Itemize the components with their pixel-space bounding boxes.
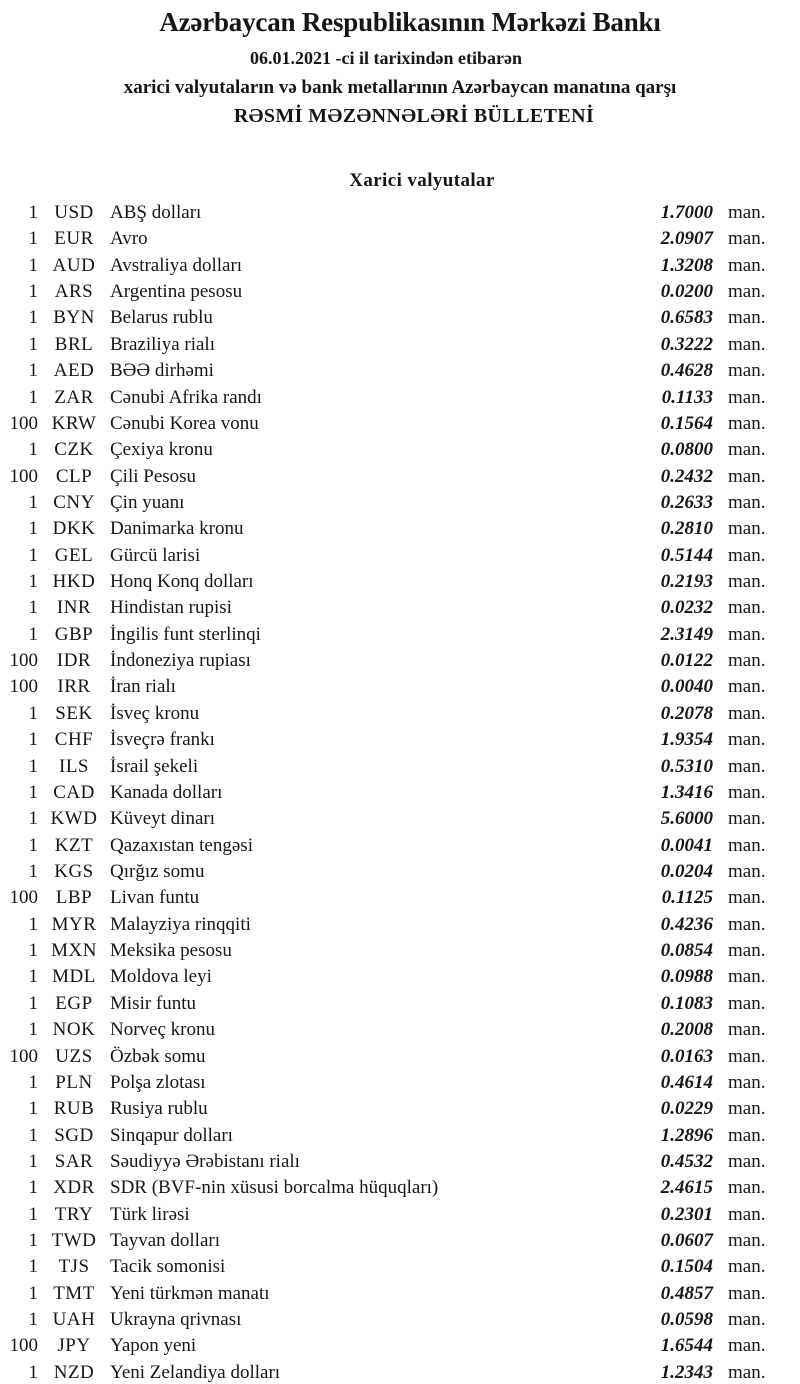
rate-value-cell: 0.0800	[660, 439, 713, 461]
unit-label-cell: man.	[728, 1203, 766, 1225]
unit-label-cell: man.	[728, 307, 766, 329]
quantity-cell: 1	[28, 439, 38, 461]
currency-code-cell: UZS	[55, 1045, 93, 1067]
unit-label-cell: man.	[728, 1071, 766, 1093]
currency-name-cell: Özbək somu	[110, 1045, 206, 1067]
currency-code-cell: SAR	[54, 1150, 94, 1172]
quantity-cell: 1	[28, 1098, 38, 1120]
currency-name-cell: Misir funtu	[110, 992, 197, 1014]
currency-row	[0, 1281, 800, 1307]
unit-label-cell: man.	[728, 755, 766, 777]
currency-row	[0, 543, 800, 569]
currency-code-cell: PLN	[55, 1071, 93, 1093]
rate-value-cell: 0.1083	[660, 992, 713, 1014]
currency-code-cell: INR	[56, 597, 92, 619]
currency-row	[0, 648, 800, 674]
currency-row	[0, 1017, 800, 1043]
unit-label-cell: man.	[728, 439, 766, 461]
unit-label-cell: man.	[728, 360, 766, 382]
rate-value-cell: 0.5310	[660, 755, 713, 777]
unit-label-cell: man.	[728, 228, 766, 250]
currency-row	[0, 859, 800, 885]
rate-value-cell: 5.6000	[660, 808, 713, 830]
currency-name-cell: Honq Konq dolları	[110, 571, 254, 593]
currency-code-cell: RUB	[53, 1098, 95, 1120]
currency-code-cell: TMT	[53, 1282, 95, 1304]
currency-code-cell: CNY	[53, 491, 95, 513]
currency-code-cell: BRL	[54, 333, 94, 355]
currency-row	[0, 1044, 800, 1070]
currency-code-cell: DKK	[52, 518, 96, 540]
currency-name-cell: Meksika pesosu	[110, 940, 232, 962]
rate-value-cell: 0.0040	[660, 676, 713, 698]
currency-code-cell: ARS	[54, 281, 94, 303]
unit-label-cell: man.	[728, 702, 766, 724]
currency-code-cell: GEL	[54, 544, 94, 566]
currency-name-cell: Qırğız somu	[110, 860, 205, 882]
quantity-cell: 1	[28, 834, 38, 856]
effective-date-line: 06.01.2021 -ci il tarixindən etibarən	[250, 48, 522, 68]
currency-code-cell: IRR	[57, 676, 91, 698]
unit-label-cell: man.	[728, 1256, 766, 1278]
currency-code-cell: JPY	[57, 1335, 91, 1357]
currency-row	[0, 1175, 800, 1201]
currency-row	[0, 1254, 800, 1280]
currency-code-cell: KRW	[51, 412, 97, 434]
quantity-cell: 1	[28, 1150, 38, 1172]
unit-label-cell: man.	[728, 834, 766, 856]
quantity-cell: 1	[28, 1282, 38, 1304]
quantity-cell: 1	[28, 1230, 38, 1252]
currency-row	[0, 1228, 800, 1254]
currency-name-cell: SDR (BVF-nin xüsusi borcalma hüquqları)	[110, 1177, 439, 1199]
currency-code-cell: MYR	[51, 913, 97, 935]
quantity-cell: 1	[28, 781, 38, 803]
currency-code-cell: BYN	[53, 307, 95, 329]
quantity-cell: 1	[28, 544, 38, 566]
currency-code-cell: CAD	[53, 781, 95, 803]
currency-code-cell: CZK	[54, 439, 94, 461]
rate-value-cell: 0.1564	[660, 412, 713, 434]
unit-label-cell: man.	[728, 202, 766, 223]
quantity-cell: 1	[28, 1361, 38, 1383]
rate-value-cell: 0.6583	[660, 307, 713, 329]
rate-value-cell: 2.4615	[660, 1177, 713, 1199]
rate-value-cell: 0.0041	[660, 834, 713, 856]
currency-name-cell: Cənubi Korea vonu	[110, 412, 259, 434]
unit-label-cell: man.	[728, 623, 766, 645]
currency-code-cell: GBP	[54, 623, 94, 645]
currency-row	[0, 938, 800, 964]
rate-value-cell: 0.0204	[660, 860, 713, 882]
currency-code-cell: USD	[54, 202, 94, 223]
unit-label-cell: man.	[728, 992, 766, 1014]
unit-label-cell: man.	[728, 1230, 766, 1252]
currency-row	[0, 1202, 800, 1228]
currency-name-cell: Norveç kronu	[110, 1019, 215, 1041]
currency-name-cell: İndoneziya rupiası	[110, 650, 251, 672]
unit-label-cell: man.	[728, 940, 766, 962]
rate-value-cell: 0.2078	[660, 702, 713, 724]
unit-label-cell: man.	[728, 781, 766, 803]
quantity-cell: 100	[9, 1045, 38, 1067]
rate-value-cell: 0.0122	[660, 650, 713, 672]
currency-row	[0, 437, 800, 463]
rate-value-cell: 0.0200	[660, 281, 713, 303]
currency-row	[0, 674, 800, 700]
unit-label-cell: man.	[728, 729, 766, 751]
rate-value-cell: 1.2896	[660, 1124, 713, 1146]
currency-name-cell: Ukrayna qrivnası	[110, 1309, 242, 1331]
unit-label-cell: man.	[728, 544, 766, 566]
rate-value-cell: 0.2633	[660, 491, 713, 513]
subject-line: xarici valyutaların və bank metallarının Azərbaycan manatına qarşı	[123, 77, 677, 98]
currency-row	[0, 464, 800, 490]
rate-value-cell: 1.3208	[660, 254, 713, 276]
quantity-cell: 100	[9, 412, 38, 434]
quantity-cell: 1	[28, 386, 38, 408]
currency-name-cell: İsveç kronu	[110, 702, 200, 724]
unit-label-cell: man.	[728, 966, 766, 988]
currency-row	[0, 385, 800, 411]
quantity-cell: 1	[28, 808, 38, 830]
currency-row	[0, 595, 800, 621]
currency-name-cell: Argentina pesosu	[110, 281, 243, 303]
unit-label-cell: man.	[728, 465, 766, 487]
currency-name-cell: Sinqapur dolları	[110, 1124, 233, 1146]
currency-name-cell: Belarus rublu	[110, 307, 213, 329]
quantity-cell: 1	[28, 702, 38, 724]
quantity-cell: 1	[28, 254, 38, 276]
quantity-cell: 1	[28, 992, 38, 1014]
rate-value-cell: 0.2432	[660, 465, 713, 487]
currency-code-cell: EUR	[54, 228, 94, 250]
currency-row	[0, 727, 800, 753]
currency-row	[0, 253, 800, 279]
currency-row	[0, 622, 800, 648]
unit-label-cell: man.	[728, 1124, 766, 1146]
rate-value-cell: 0.0607	[660, 1230, 713, 1252]
rate-value-cell: 0.2301	[660, 1203, 713, 1225]
quantity-cell: 1	[28, 1309, 38, 1331]
quantity-cell: 1	[28, 597, 38, 619]
rate-value-cell: 0.0232	[660, 597, 713, 619]
rate-value-cell: 0.0854	[660, 940, 713, 962]
currency-rate-table	[0, 200, 800, 1384]
quantity-cell: 1	[28, 281, 38, 303]
unit-label-cell: man.	[728, 1150, 766, 1172]
quantity-cell: 1	[28, 1071, 38, 1093]
currency-name-cell: İran rialı	[110, 676, 176, 698]
currency-code-cell: CHF	[54, 729, 94, 751]
rate-value-cell: 0.4236	[660, 913, 713, 935]
currency-code-cell: TRY	[54, 1203, 94, 1225]
currency-row	[0, 1149, 800, 1175]
unit-label-cell: man.	[728, 808, 766, 830]
currency-name-cell: Rusiya rublu	[110, 1098, 208, 1120]
unit-label-cell: man.	[728, 1045, 766, 1067]
currency-code-cell: MXN	[51, 940, 97, 962]
currency-name-cell: Malayziya rinqqiti	[110, 913, 251, 935]
quantity-cell: 1	[28, 1256, 38, 1278]
quantity-cell: 1	[28, 913, 38, 935]
currency-name-cell: Polşa zlotası	[110, 1071, 206, 1093]
currency-code-cell: AED	[53, 360, 95, 382]
currency-code-cell: CLP	[55, 465, 93, 487]
section-title-foreign-currencies: Xarici valyutalar	[349, 170, 495, 191]
currency-row	[0, 200, 800, 226]
currency-code-cell: SGD	[54, 1124, 94, 1146]
quantity-cell: 1	[28, 966, 38, 988]
rate-value-cell: 1.7000	[660, 202, 713, 223]
quantity-cell: 1	[28, 491, 38, 513]
quantity-cell: 100	[9, 676, 38, 698]
currency-name-cell: İsrail şekeli	[110, 755, 199, 777]
currency-code-cell: IDR	[56, 650, 92, 672]
currency-code-cell: LBP	[55, 887, 93, 909]
currency-row	[0, 885, 800, 911]
rate-value-cell: 0.3222	[660, 333, 713, 355]
unit-label-cell: man.	[728, 597, 766, 619]
rate-value-cell: 0.4614	[660, 1071, 713, 1093]
quantity-cell: 1	[28, 1019, 38, 1041]
currency-name-cell: Braziliya rialı	[110, 333, 215, 355]
unit-label-cell: man.	[728, 518, 766, 540]
quantity-cell: 1	[28, 860, 38, 882]
rate-value-cell: 0.4532	[660, 1150, 713, 1172]
currency-name-cell: Livan funtu	[110, 887, 200, 909]
currency-code-cell: KGS	[54, 860, 94, 882]
unit-label-cell: man.	[728, 913, 766, 935]
currency-name-cell: Avstraliya dolları	[110, 254, 243, 276]
currency-code-cell: ILS	[59, 755, 89, 777]
rate-value-cell: 0.4857	[660, 1282, 713, 1304]
unit-label-cell: man.	[728, 1019, 766, 1041]
rate-value-cell: 0.1125	[661, 887, 713, 909]
quantity-cell: 1	[28, 360, 38, 382]
rate-value-cell: 1.6544	[660, 1335, 713, 1357]
rate-value-cell: 0.0598	[660, 1309, 713, 1331]
currency-row	[0, 964, 800, 990]
bulletin-title: RƏSMİ MƏZƏNNƏLƏRİ BÜLLETENİ	[233, 105, 595, 127]
unit-label-cell: man.	[728, 491, 766, 513]
currency-row	[0, 490, 800, 516]
rate-value-cell: 0.2193	[660, 571, 713, 593]
unit-label-cell: man.	[728, 1361, 766, 1383]
quantity-cell: 1	[28, 623, 38, 645]
currency-name-cell: Moldova leyi	[110, 966, 212, 988]
rate-value-cell: 0.5144	[660, 544, 713, 566]
unit-label-cell: man.	[728, 1098, 766, 1120]
currency-row	[0, 701, 800, 727]
currency-row	[0, 332, 800, 358]
currency-name-cell: Yapon yeni	[110, 1335, 197, 1357]
currency-row	[0, 1123, 800, 1149]
quantity-cell: 1	[28, 1124, 38, 1146]
currency-code-cell: EGP	[55, 992, 93, 1014]
currency-row	[0, 806, 800, 832]
unit-label-cell: man.	[728, 333, 766, 355]
currency-row	[0, 1070, 800, 1096]
currency-row	[0, 991, 800, 1017]
currency-code-cell: NZD	[53, 1361, 95, 1383]
currency-name-cell: Türk lirəsi	[110, 1203, 190, 1225]
currency-row	[0, 1307, 800, 1333]
rate-value-cell: 0.2008	[660, 1019, 713, 1041]
unit-label-cell: man.	[728, 412, 766, 434]
currency-row	[0, 1360, 800, 1384]
currency-name-cell: Tacik somonisi	[110, 1256, 226, 1278]
currency-name-cell: Yeni türkmən manatı	[110, 1282, 270, 1304]
rate-value-cell: 2.0907	[660, 228, 713, 250]
rate-value-cell: 1.2343	[660, 1361, 713, 1383]
currency-name-cell: Küveyt dinarı	[110, 808, 216, 830]
unit-label-cell: man.	[728, 650, 766, 672]
unit-label-cell: man.	[728, 386, 766, 408]
currency-name-cell: Kanada dolları	[110, 781, 223, 803]
currency-code-cell: UAH	[52, 1309, 96, 1331]
quantity-cell: 1	[28, 1177, 38, 1199]
unit-label-cell: man.	[728, 860, 766, 882]
currency-code-cell: AUD	[52, 254, 96, 276]
currency-code-cell: MDL	[52, 966, 96, 988]
currency-row	[0, 305, 800, 331]
unit-label-cell: man.	[728, 281, 766, 303]
currency-name-cell: Tayvan dolları	[110, 1230, 220, 1252]
currency-name-cell: İsveçrə frankı	[110, 729, 215, 751]
unit-label-cell: man.	[728, 571, 766, 593]
quantity-cell: 100	[9, 650, 38, 672]
quantity-cell: 1	[28, 518, 38, 540]
rate-value-cell: 2.3149	[660, 623, 713, 645]
currency-code-cell: ZAR	[54, 386, 94, 408]
currency-name-cell: Yeni Zelandiya dolları	[110, 1361, 281, 1383]
rate-value-cell: 0.2810	[660, 518, 713, 540]
quantity-cell: 1	[28, 940, 38, 962]
quantity-cell: 1	[28, 333, 38, 355]
currency-name-cell: Çexiya kronu	[110, 439, 213, 461]
currency-code-cell: NOK	[52, 1019, 96, 1041]
currency-row	[0, 1333, 800, 1359]
currency-name-cell: Hindistan rupisi	[110, 597, 232, 619]
unit-label-cell: man.	[728, 887, 766, 909]
currency-name-cell: Gürcü larisi	[110, 544, 201, 566]
currency-name-cell: Çin yuanı	[110, 491, 185, 513]
currency-name-cell: Danimarka kronu	[110, 518, 244, 540]
currency-name-cell: Avro	[110, 228, 148, 250]
unit-label-cell: man.	[728, 1335, 766, 1357]
currency-code-cell: XDR	[53, 1177, 95, 1199]
currency-name-cell: Səudiyyə Ərəbistanı rialı	[110, 1150, 300, 1172]
quantity-cell: 1	[28, 202, 38, 223]
quantity-cell: 1	[28, 1203, 38, 1225]
currency-code-cell: SEK	[55, 702, 93, 724]
currency-name-cell: Qazaxıstan tengəsi	[110, 834, 253, 856]
currency-code-cell: TWD	[51, 1230, 97, 1252]
currency-row	[0, 912, 800, 938]
currency-row	[0, 279, 800, 305]
quantity-cell: 1	[28, 571, 38, 593]
currency-code-cell: KZT	[54, 834, 94, 856]
currency-code-cell: HKD	[52, 571, 96, 593]
currency-name-cell: BƏƏ dirhəmi	[110, 360, 214, 382]
unit-label-cell: man.	[728, 254, 766, 276]
currency-row	[0, 411, 800, 437]
currency-row	[0, 226, 800, 252]
currency-row	[0, 1096, 800, 1122]
currency-row	[0, 516, 800, 542]
rate-value-cell: 0.0229	[660, 1098, 713, 1120]
rate-value-cell: 0.1504	[660, 1256, 713, 1278]
currency-name-cell: Çili Pesosu	[110, 465, 197, 487]
bank-title: Azərbaycan Respublikasının Mərkəzi Bankı	[159, 7, 661, 37]
quantity-cell: 1	[28, 228, 38, 250]
unit-label-cell: man.	[728, 1309, 766, 1331]
quantity-cell: 1	[28, 755, 38, 777]
rate-value-cell: 0.0163	[660, 1045, 713, 1067]
currency-code-cell: KWD	[50, 808, 98, 830]
currency-code-cell: TJS	[58, 1256, 90, 1278]
rate-value-cell: 0.4628	[660, 360, 713, 382]
currency-row	[0, 780, 800, 806]
currency-name-cell: ABŞ dolları	[110, 202, 202, 223]
unit-label-cell: man.	[728, 1177, 766, 1199]
currency-name-cell: İngilis funt sterlinqi	[110, 623, 261, 645]
quantity-cell: 1	[28, 307, 38, 329]
rate-value-cell: 0.1133	[661, 386, 713, 408]
quantity-cell: 100	[9, 465, 38, 487]
rate-value-cell: 0.0988	[660, 966, 713, 988]
currency-row	[0, 569, 800, 595]
quantity-cell: 100	[9, 887, 38, 909]
currency-name-cell: Cənubi Afrika randı	[110, 386, 262, 408]
currency-row	[0, 754, 800, 780]
currency-row	[0, 833, 800, 859]
unit-label-cell: man.	[728, 676, 766, 698]
rate-value-cell: 1.9354	[660, 729, 713, 751]
currency-row	[0, 358, 800, 384]
unit-label-cell: man.	[728, 1282, 766, 1304]
quantity-cell: 1	[28, 729, 38, 751]
quantity-cell: 100	[9, 1335, 38, 1357]
rate-value-cell: 1.3416	[660, 781, 713, 803]
